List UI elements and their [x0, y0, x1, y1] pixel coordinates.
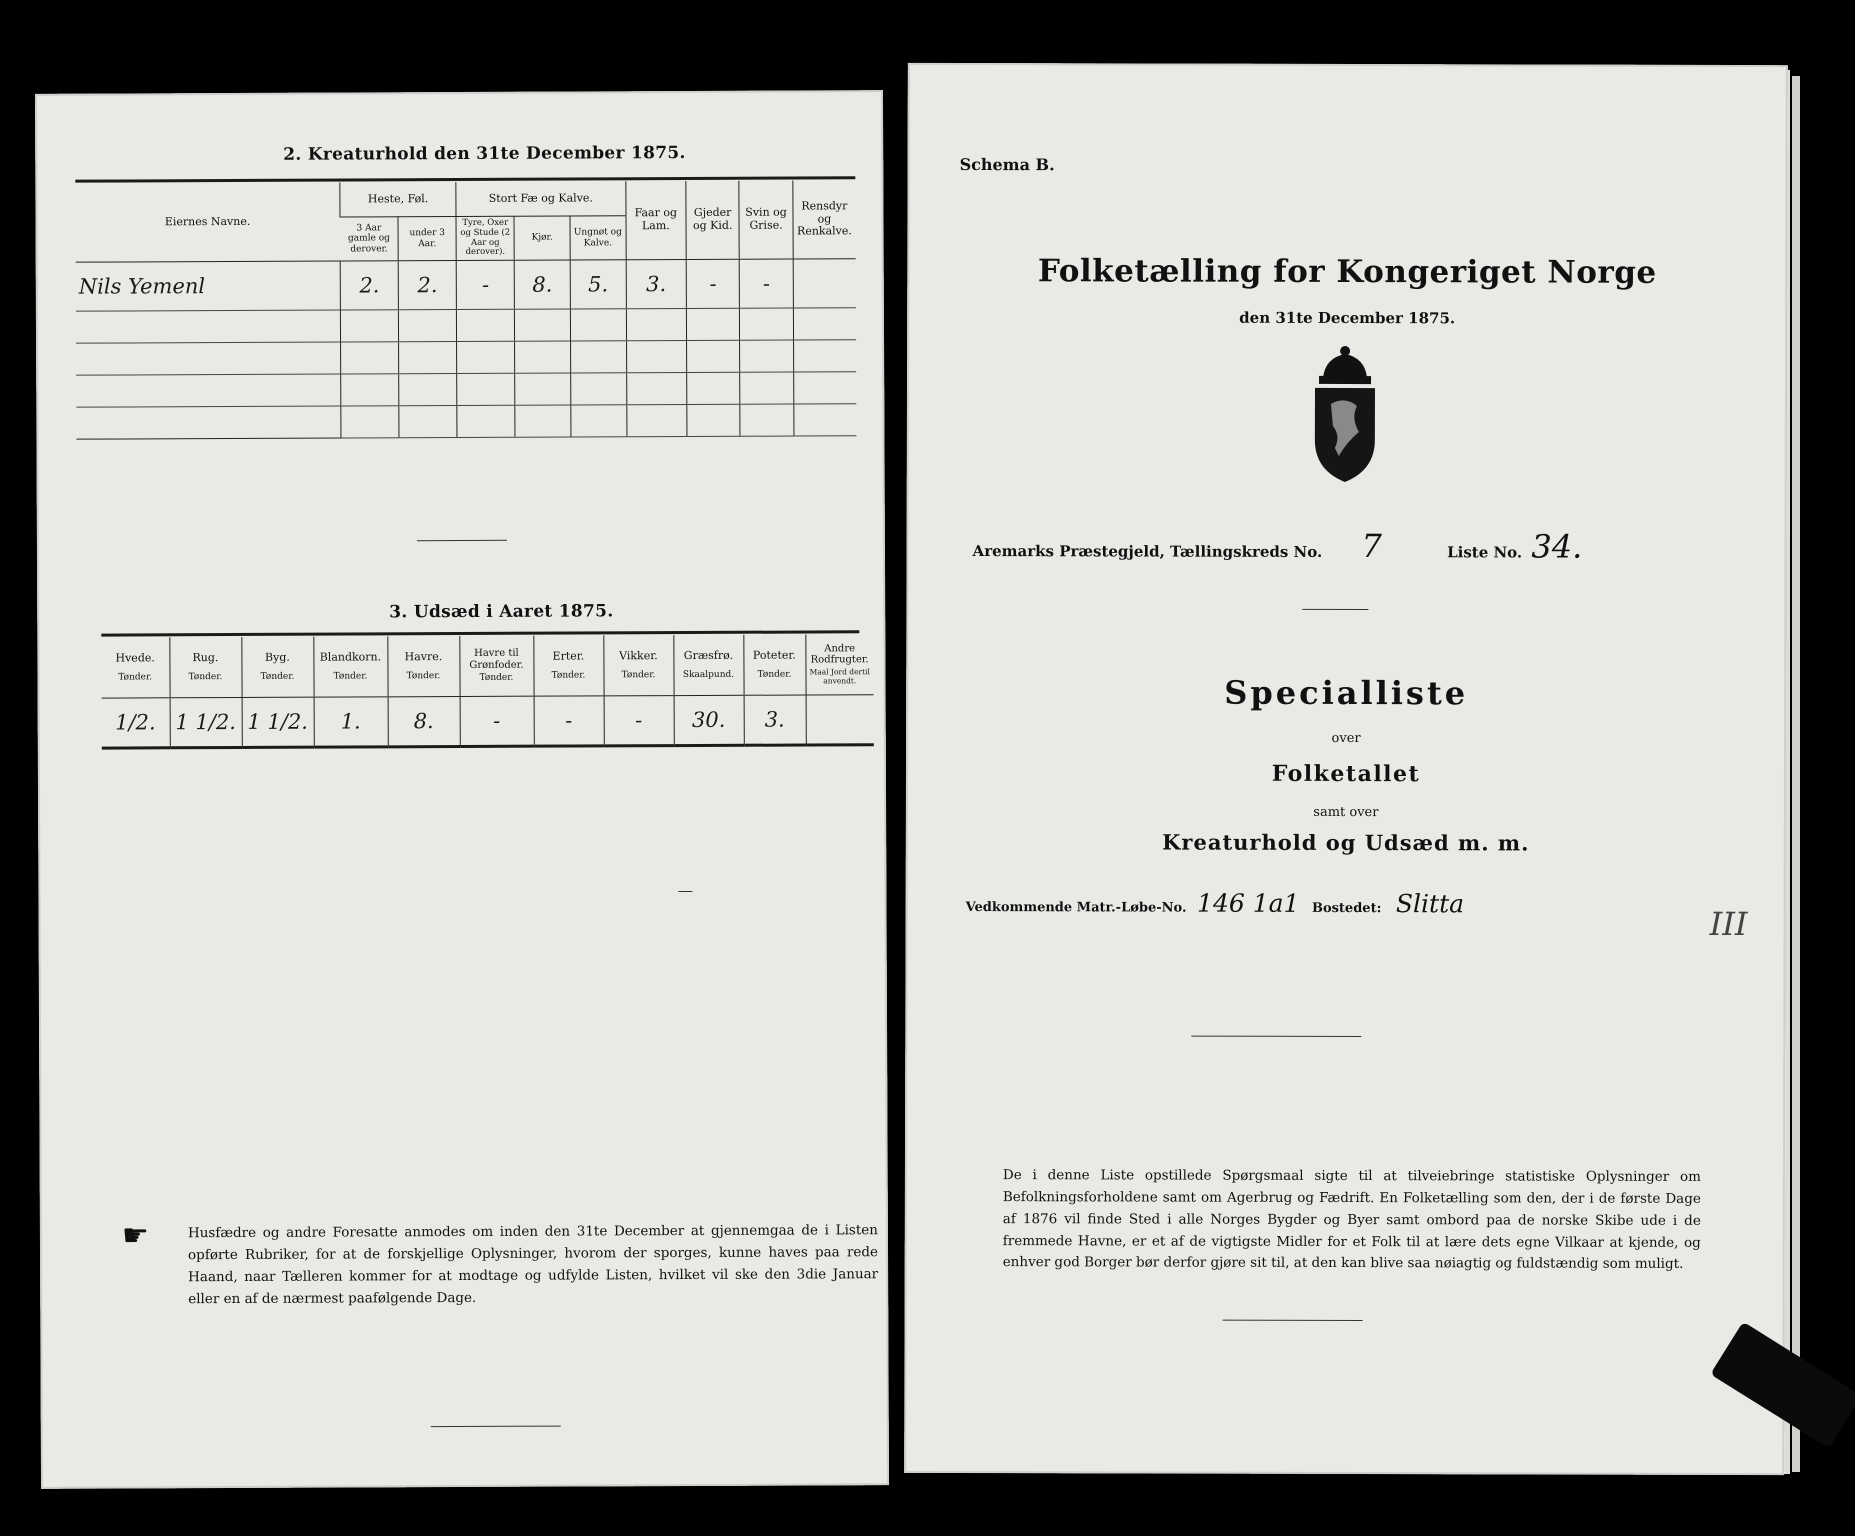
page-edge — [1792, 76, 1800, 1472]
value-cell: - — [456, 260, 514, 309]
margin-marks: III — [1709, 904, 1748, 944]
rye-header: Rug. Tønder. — [169, 637, 241, 698]
horses-header: Heste, Føl. — [340, 182, 456, 217]
stray-mark — [678, 891, 692, 892]
table-row — [76, 372, 856, 407]
vetch-header: Vikker. Tønder. — [603, 635, 673, 696]
value-cell: 1. — [314, 697, 388, 747]
left-page — [35, 90, 889, 1489]
horses-under3-header: under 3 Aar. — [398, 217, 456, 261]
main-title: Folketælling for Kongeriget Norge — [1037, 253, 1657, 291]
cows-header: Kjør. — [514, 216, 570, 260]
value-cell: 3. — [744, 695, 806, 745]
value-cell: 8. — [514, 260, 570, 309]
list-label: Liste No. — [1447, 543, 1523, 562]
matr-number: 146 1a1 — [1197, 888, 1300, 918]
divider — [1223, 1320, 1363, 1321]
young-cattle-header: Ungnøt og Kalve. — [570, 216, 626, 260]
value-cell: 2. — [398, 261, 456, 310]
value-cell — [806, 695, 874, 745]
livestock-table — [75, 180, 856, 439]
district-number: 7 — [1361, 527, 1382, 566]
value-cell: 3. — [626, 260, 687, 309]
value-cell — [793, 259, 856, 308]
reindeer-header: Rensdyr og Renkalve. — [793, 180, 856, 259]
matr-label: Vedkommende Matr.-Løbe-No. — [965, 900, 1187, 916]
grass-seed-header: Græsfrø. Skaalpund. — [673, 635, 743, 696]
root-crops-header: Andre Rodfrugter. Maal Jord dertil anvendt. — [805, 634, 873, 695]
bulls-oxen-header: Tyre, Oxer og Stude (2 Aar og derover). — [456, 216, 514, 260]
value-cell: 5. — [570, 260, 626, 309]
word-over: over — [1331, 730, 1361, 747]
barley-header: Byg. Tønder. — [241, 637, 313, 698]
divider — [417, 540, 507, 541]
table-row — [76, 308, 856, 343]
divider — [431, 1426, 561, 1428]
population-heading: Folketallet — [1271, 760, 1421, 788]
horses-3yr-header: 3 Aar gamle og derover. — [340, 217, 398, 261]
peas-header: Erter. Tønder. — [533, 635, 603, 696]
cattle-header: Stort Fæ og Kalve. — [456, 181, 626, 216]
table-row — [76, 259, 856, 311]
list-number: 34. — [1531, 527, 1583, 566]
value-cell: 1 1/2. — [242, 697, 314, 747]
right-page — [904, 63, 1788, 1475]
divider — [1302, 609, 1368, 610]
special-list-title: Specialliste — [1224, 673, 1469, 713]
table-row — [76, 340, 856, 375]
oats-header: Havre. Tønder. — [387, 636, 459, 697]
district-line — [973, 526, 1773, 566]
potatoes-header: Poteter. Tønder. — [743, 635, 805, 696]
instructions-notice: Husfædre og andre Foresatte anmodes om inden den 31te December at gjennemgaa de i Listen opførte Rubriker, for at de forskjellige Oplysninger, hvorom der sporges, kunne haves paa rede Haand, naar Tælleren kommer for at modtage og udfylde Listen, hvilket vil ske den 3die Januar eller en af de nærmest paafølgende Dage. — [187, 1222, 879, 1307]
residence-name: Slitta — [1395, 889, 1465, 919]
residence-label: Bostedet: — [1311, 900, 1382, 917]
mixed-grain-header: Blandkorn. Tønder. — [313, 636, 387, 697]
wheat-header: Hvede. Tønder. — [101, 637, 169, 698]
value-cell: - — [740, 259, 794, 308]
value-cell: 2. — [340, 261, 398, 310]
main-date: den 31te December 1875. — [1239, 308, 1456, 328]
divider — [1191, 1036, 1361, 1037]
parish-label: Aremarks Præstegjeld, Tællingskreds No. — [972, 542, 1323, 561]
livestock-heading: Kreaturhold og Udsæd m. m. — [1162, 829, 1530, 856]
word-samt-over: samt over — [1313, 804, 1379, 821]
value-cell: - — [604, 696, 674, 746]
explanation-text: De i denne Liste opstillede Spørgsmaal sigte til at tilveiebringe statistiske Oplysninger om Befolkningsforholdene samt om Agerbrug og Fædrift. En Folketælling som den, der i de første Dage af 1876 vil finde Sted i alle Norges Bygder og Byer samt ombord paa de norske Skibe ude i de fremmede Havne, er et af de vigtigste Midler for et Folk til at lære dets egne Vilkaar at kjende, og enhver god Borger bør derfor gjøre sit til, at den kan blive saa nøiagtig og fuldstændig som muligt. — [1002, 1167, 1701, 1273]
value-cell: - — [686, 259, 740, 308]
pigs-header: Svin og Grise. — [739, 181, 793, 260]
pointing-hand-icon: ☛ — [121, 1218, 149, 1254]
table-row — [102, 695, 874, 748]
goats-header: Gjeder og Kid. — [686, 181, 740, 260]
owner-name-cell: Nils Yemenl — [76, 261, 341, 311]
section3-heading: 3. Udsæd i Aaret 1875. — [389, 601, 614, 623]
value-cell: 1 1/2. — [170, 697, 242, 747]
value-cell: - — [460, 696, 534, 746]
table-row — [76, 404, 856, 439]
coat-of-arms-icon — [1295, 344, 1395, 486]
section2-heading: 2. Kreaturhold den 31te December 1875. — [283, 143, 686, 165]
property-line — [966, 888, 1766, 919]
value-cell: - — [534, 696, 604, 746]
value-cell: 30. — [674, 695, 744, 745]
green-oats-header: Havre til Grønfoder. Tønder. — [459, 636, 533, 697]
schema-label: Schema B. — [959, 154, 1055, 175]
owner-name-header: Eiernes Navne. — [75, 183, 340, 263]
value-cell: 8. — [388, 697, 460, 747]
sheep-header: Faar og Lam. — [625, 181, 686, 260]
value-cell: 1/2. — [102, 698, 170, 748]
seed-table — [101, 634, 873, 749]
